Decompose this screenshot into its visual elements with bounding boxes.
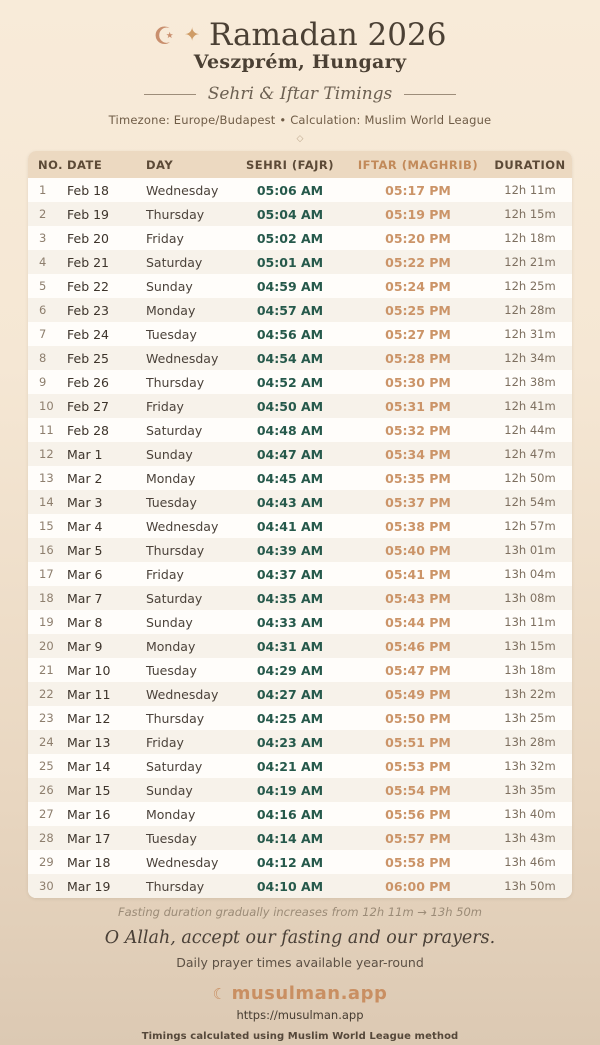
duration-cell: 12h 47m [504, 447, 556, 461]
dua-quote: O Allah, accept our fasting and our prayers. [104, 928, 496, 948]
duration-cell: 13h 46m [504, 855, 556, 869]
duration-cell: 12h 28m [504, 303, 556, 317]
duration-cell: 13h 25m [504, 711, 556, 725]
iftar-cell: 05:19 PM [385, 206, 451, 222]
iftar-cell: 05:41 PM [385, 566, 451, 582]
day-cell: Monday [146, 638, 196, 654]
column-header-iftar: IFTAR (MAGHRIB) [348, 151, 488, 178]
day-cell: Wednesday [146, 182, 219, 198]
day-cell: Tuesday [146, 662, 197, 678]
day-cell: Wednesday [146, 518, 219, 534]
brand-link[interactable] [0, 983, 600, 1004]
date-cell: Feb 21 [67, 254, 110, 270]
timings-table [28, 151, 572, 898]
sehri-cell: 05:02 AM [256, 230, 324, 246]
row-number: 30 [39, 879, 54, 893]
day-cell: Saturday [146, 758, 203, 774]
iftar-cell: 06:00 PM [385, 878, 451, 894]
sehri-cell: 04:54 AM [256, 350, 324, 366]
sehri-cell: 04:33 AM [256, 614, 324, 630]
day-cell: Friday [146, 398, 184, 414]
iftar-cell: 05:22 PM [385, 254, 451, 270]
iftar-cell: 05:46 PM [385, 638, 451, 654]
day-cell: Saturday [146, 590, 203, 606]
duration-cell: 12h 38m [504, 375, 556, 389]
sehri-cell: 04:21 AM [256, 758, 324, 774]
iftar-cell: 05:50 PM [385, 710, 451, 726]
date-cell: Mar 10 [67, 662, 111, 678]
iftar-cell: 05:30 PM [385, 374, 451, 390]
row-number: 12 [39, 447, 54, 461]
iftar-cell: 05:27 PM [385, 326, 451, 342]
sehri-cell: 04:29 AM [256, 662, 324, 678]
table-row [28, 226, 572, 250]
day-cell: Monday [146, 470, 196, 486]
table-row [28, 754, 572, 778]
date-cell: Feb 28 [67, 422, 110, 438]
sehri-cell: 04:27 AM [256, 686, 324, 702]
date-cell: Mar 4 [67, 518, 103, 534]
date-cell: Feb 24 [67, 326, 110, 342]
sehri-cell: 04:41 AM [256, 518, 324, 534]
iftar-cell: 05:37 PM [385, 494, 451, 510]
iftar-cell: 05:40 PM [385, 542, 451, 558]
iftar-cell: 05:17 PM [385, 182, 451, 198]
date-cell: Mar 14 [67, 758, 111, 774]
table-row [28, 418, 572, 442]
table-row [28, 370, 572, 394]
row-number: 1 [39, 183, 47, 197]
day-cell: Thursday [146, 542, 205, 558]
date-cell: Mar 7 [67, 590, 103, 606]
page-title: Ramadan 2026 [208, 17, 447, 53]
iftar-cell: 05:57 PM [385, 830, 451, 846]
sehri-cell: 04:23 AM [256, 734, 324, 750]
duration-cell: 12h 44m [504, 423, 556, 437]
sehri-cell: 04:39 AM [256, 542, 324, 558]
table-row [28, 802, 572, 826]
sehri-cell: 04:56 AM [256, 326, 324, 342]
timings-table-card [28, 151, 572, 898]
table-row [28, 490, 572, 514]
day-cell: Tuesday [146, 830, 197, 846]
duration-cell: 12h 54m [504, 495, 556, 509]
table-row [28, 850, 572, 874]
day-cell: Saturday [146, 254, 203, 270]
column-header-date: DATE [65, 151, 144, 178]
date-cell: Feb 23 [67, 302, 110, 318]
row-number: 24 [39, 735, 54, 749]
date-cell: Mar 5 [67, 542, 103, 558]
duration-cell: 13h 22m [504, 687, 556, 701]
row-number: 9 [39, 375, 47, 389]
table-row [28, 346, 572, 370]
duration-cell: 13h 15m [504, 639, 556, 653]
table-row [28, 538, 572, 562]
sehri-cell: 04:43 AM [256, 494, 324, 510]
table-row [28, 394, 572, 418]
day-cell: Thursday [146, 878, 205, 894]
row-number: 5 [39, 279, 47, 293]
duration-cell: 12h 34m [504, 351, 556, 365]
row-number: 17 [39, 567, 54, 581]
table-row [28, 514, 572, 538]
row-number: 2 [39, 207, 47, 221]
day-cell: Wednesday [146, 350, 219, 366]
sehri-cell: 04:48 AM [256, 422, 324, 438]
day-cell: Thursday [146, 374, 205, 390]
date-cell: Mar 8 [67, 614, 103, 630]
iftar-cell: 05:58 PM [385, 854, 451, 870]
iftar-cell: 05:51 PM [385, 734, 451, 750]
diamond-ornament-icon: ◇ [296, 134, 304, 144]
day-cell: Wednesday [146, 686, 219, 702]
sehri-cell: 04:37 AM [256, 566, 324, 582]
iftar-cell: 05:28 PM [385, 350, 451, 366]
row-number: 3 [39, 231, 47, 245]
duration-cell: 13h 08m [504, 591, 556, 605]
iftar-cell: 05:49 PM [385, 686, 451, 702]
row-number: 28 [39, 831, 54, 845]
daily-times-note: Daily prayer times available year-round [176, 955, 424, 970]
date-cell: Mar 3 [67, 494, 103, 510]
date-cell: Feb 27 [67, 398, 110, 414]
iftar-cell: 05:53 PM [385, 758, 451, 774]
iftar-cell: 05:31 PM [385, 398, 451, 414]
day-cell: Sunday [146, 446, 193, 462]
day-cell: Friday [146, 734, 184, 750]
row-number: 29 [39, 855, 54, 869]
iftar-cell: 05:35 PM [385, 470, 451, 486]
sehri-cell: 04:45 AM [256, 470, 324, 486]
date-cell: Mar 11 [67, 686, 111, 702]
date-cell: Feb 20 [67, 230, 110, 246]
sehri-cell: 04:14 AM [256, 830, 324, 846]
row-number: 13 [39, 471, 54, 485]
table-row [28, 682, 572, 706]
date-cell: Mar 1 [67, 446, 103, 462]
row-number: 19 [39, 615, 54, 629]
table-row [28, 586, 572, 610]
sehri-cell: 04:25 AM [256, 710, 324, 726]
duration-cell: 13h 50m [504, 879, 556, 893]
row-number: 23 [39, 711, 54, 725]
table-row [28, 442, 572, 466]
table-header [28, 151, 572, 178]
sehri-cell: 05:04 AM [256, 206, 324, 222]
date-cell: Feb 22 [67, 278, 110, 294]
duration-cell: 12h 18m [504, 231, 556, 245]
day-cell: Tuesday [146, 494, 197, 510]
duration-cell: 12h 15m [504, 207, 556, 221]
day-cell: Thursday [146, 206, 205, 222]
sehri-cell: 05:01 AM [256, 254, 324, 270]
iftar-cell: 05:38 PM [385, 518, 451, 534]
sehri-cell: 04:31 AM [256, 638, 324, 654]
duration-cell: 12h 31m [504, 327, 556, 341]
iftar-cell: 05:43 PM [385, 590, 451, 606]
column-header-sehri: SEHRI (FAJR) [232, 151, 348, 178]
row-number: 21 [39, 663, 54, 677]
timezone-calculation-meta: Timezone: Europe/Budapest • Calculation: Muslim World League [108, 113, 492, 127]
date-cell: Mar 15 [67, 782, 111, 798]
timings-body [28, 178, 572, 898]
sehri-cell: 04:16 AM [256, 806, 324, 822]
table-row [28, 274, 572, 298]
row-number: 18 [39, 591, 54, 605]
table-row [28, 730, 572, 754]
calculation-method-note: Timings calculated using Muslim World League method [141, 1031, 459, 1042]
table-row [28, 178, 572, 202]
duration-cell: 13h 18m [504, 663, 556, 677]
duration-cell: 12h 21m [504, 255, 556, 269]
day-cell: Sunday [146, 278, 193, 294]
sehri-cell: 04:59 AM [256, 278, 324, 294]
row-number: 20 [39, 639, 54, 653]
date-cell: Mar 18 [67, 854, 111, 870]
tagline-rule-right [404, 94, 456, 95]
table-row [28, 298, 572, 322]
star-and-crescent-icon: ☪ [153, 22, 176, 50]
date-cell: Mar 17 [67, 830, 111, 846]
date-cell: Mar 13 [67, 734, 111, 750]
page-footer [0, 905, 600, 1042]
location-subtitle: Veszprém, Hungary [193, 51, 407, 73]
table-row [28, 250, 572, 274]
date-cell: Mar 19 [67, 878, 111, 894]
row-number: 7 [39, 327, 47, 341]
table-row [28, 202, 572, 226]
duration-cell: 13h 35m [504, 783, 556, 797]
title-line [0, 18, 600, 52]
tagline-row [0, 84, 600, 104]
day-cell: Wednesday [146, 854, 219, 870]
day-cell: Monday [146, 302, 196, 318]
table-row [28, 658, 572, 682]
row-number: 15 [39, 519, 54, 533]
row-number: 4 [39, 255, 47, 269]
sehri-cell: 04:52 AM [256, 374, 324, 390]
sehri-cell: 04:12 AM [256, 854, 324, 870]
row-number: 8 [39, 351, 47, 365]
column-header-day: DAY [144, 151, 232, 178]
row-number: 25 [39, 759, 54, 773]
date-cell: Mar 12 [67, 710, 111, 726]
brand-name: musulman.app [231, 983, 388, 1004]
sparkle-icon: ✦ [184, 23, 200, 46]
day-cell: Friday [146, 566, 184, 582]
iftar-cell: 05:54 PM [385, 782, 451, 798]
day-cell: Thursday [146, 710, 205, 726]
row-number: 27 [39, 807, 54, 821]
sehri-cell: 04:50 AM [256, 398, 324, 414]
column-header-no: NO. [28, 151, 65, 178]
row-number: 10 [39, 399, 54, 413]
duration-cell: 12h 50m [504, 471, 556, 485]
date-cell: Mar 16 [67, 806, 111, 822]
date-cell: Feb 25 [67, 350, 110, 366]
iftar-cell: 05:25 PM [385, 302, 451, 318]
duration-cell: 13h 28m [504, 735, 556, 749]
day-cell: Tuesday [146, 326, 197, 342]
day-cell: Sunday [146, 782, 193, 798]
row-number: 22 [39, 687, 54, 701]
table-row [28, 826, 572, 850]
sehri-cell: 04:47 AM [256, 446, 324, 462]
sehri-cell: 04:35 AM [256, 590, 324, 606]
duration-cell: 13h 40m [504, 807, 556, 821]
sehri-cell: 05:06 AM [256, 182, 324, 198]
date-cell: Mar 2 [67, 470, 103, 486]
table-row [28, 466, 572, 490]
iftar-cell: 05:44 PM [385, 614, 451, 630]
iftar-cell: 05:20 PM [385, 230, 451, 246]
day-cell: Saturday [146, 422, 203, 438]
table-row [28, 874, 572, 898]
table-row [28, 778, 572, 802]
duration-cell: 13h 32m [504, 759, 556, 773]
duration-cell: 12h 25m [504, 279, 556, 293]
date-cell: Feb 19 [67, 206, 110, 222]
iftar-cell: 05:47 PM [385, 662, 451, 678]
crescent-moon-icon: ☾ [212, 985, 227, 1003]
duration-cell: 12h 57m [504, 519, 556, 533]
duration-cell: 13h 01m [504, 543, 556, 557]
sehri-cell: 04:10 AM [256, 878, 324, 894]
iftar-cell: 05:24 PM [385, 278, 451, 294]
page-header [0, 0, 600, 144]
brand-url[interactable]: https://musulman.app [236, 1008, 364, 1022]
row-number: 6 [39, 303, 47, 317]
table-row [28, 322, 572, 346]
row-number: 11 [39, 423, 54, 437]
duration-cell: 12h 41m [504, 399, 556, 413]
date-cell: Mar 6 [67, 566, 103, 582]
tagline: Sehri & Iftar Timings [207, 84, 393, 104]
table-row [28, 634, 572, 658]
duration-cell: 13h 11m [504, 615, 556, 629]
sehri-cell: 04:19 AM [256, 782, 324, 798]
day-cell: Friday [146, 230, 184, 246]
date-cell: Feb 18 [67, 182, 110, 198]
iftar-cell: 05:32 PM [385, 422, 451, 438]
tagline-rule-left [144, 94, 196, 95]
iftar-cell: 05:56 PM [385, 806, 451, 822]
table-row [28, 610, 572, 634]
table-row [28, 706, 572, 730]
row-number: 26 [39, 783, 54, 797]
duration-cell: 13h 04m [504, 567, 556, 581]
row-number: 16 [39, 543, 54, 557]
row-number: 14 [39, 495, 54, 509]
table-row [28, 562, 572, 586]
fasting-duration-note: Fasting duration gradually increases from 12h 11m → 13h 50m [117, 905, 483, 919]
day-cell: Sunday [146, 614, 193, 630]
date-cell: Mar 9 [67, 638, 103, 654]
day-cell: Monday [146, 806, 196, 822]
column-header-duration: DURATION [488, 151, 572, 178]
sehri-cell: 04:57 AM [256, 302, 324, 318]
date-cell: Feb 26 [67, 374, 110, 390]
iftar-cell: 05:34 PM [385, 446, 451, 462]
duration-cell: 12h 11m [504, 183, 556, 197]
duration-cell: 13h 43m [504, 831, 556, 845]
